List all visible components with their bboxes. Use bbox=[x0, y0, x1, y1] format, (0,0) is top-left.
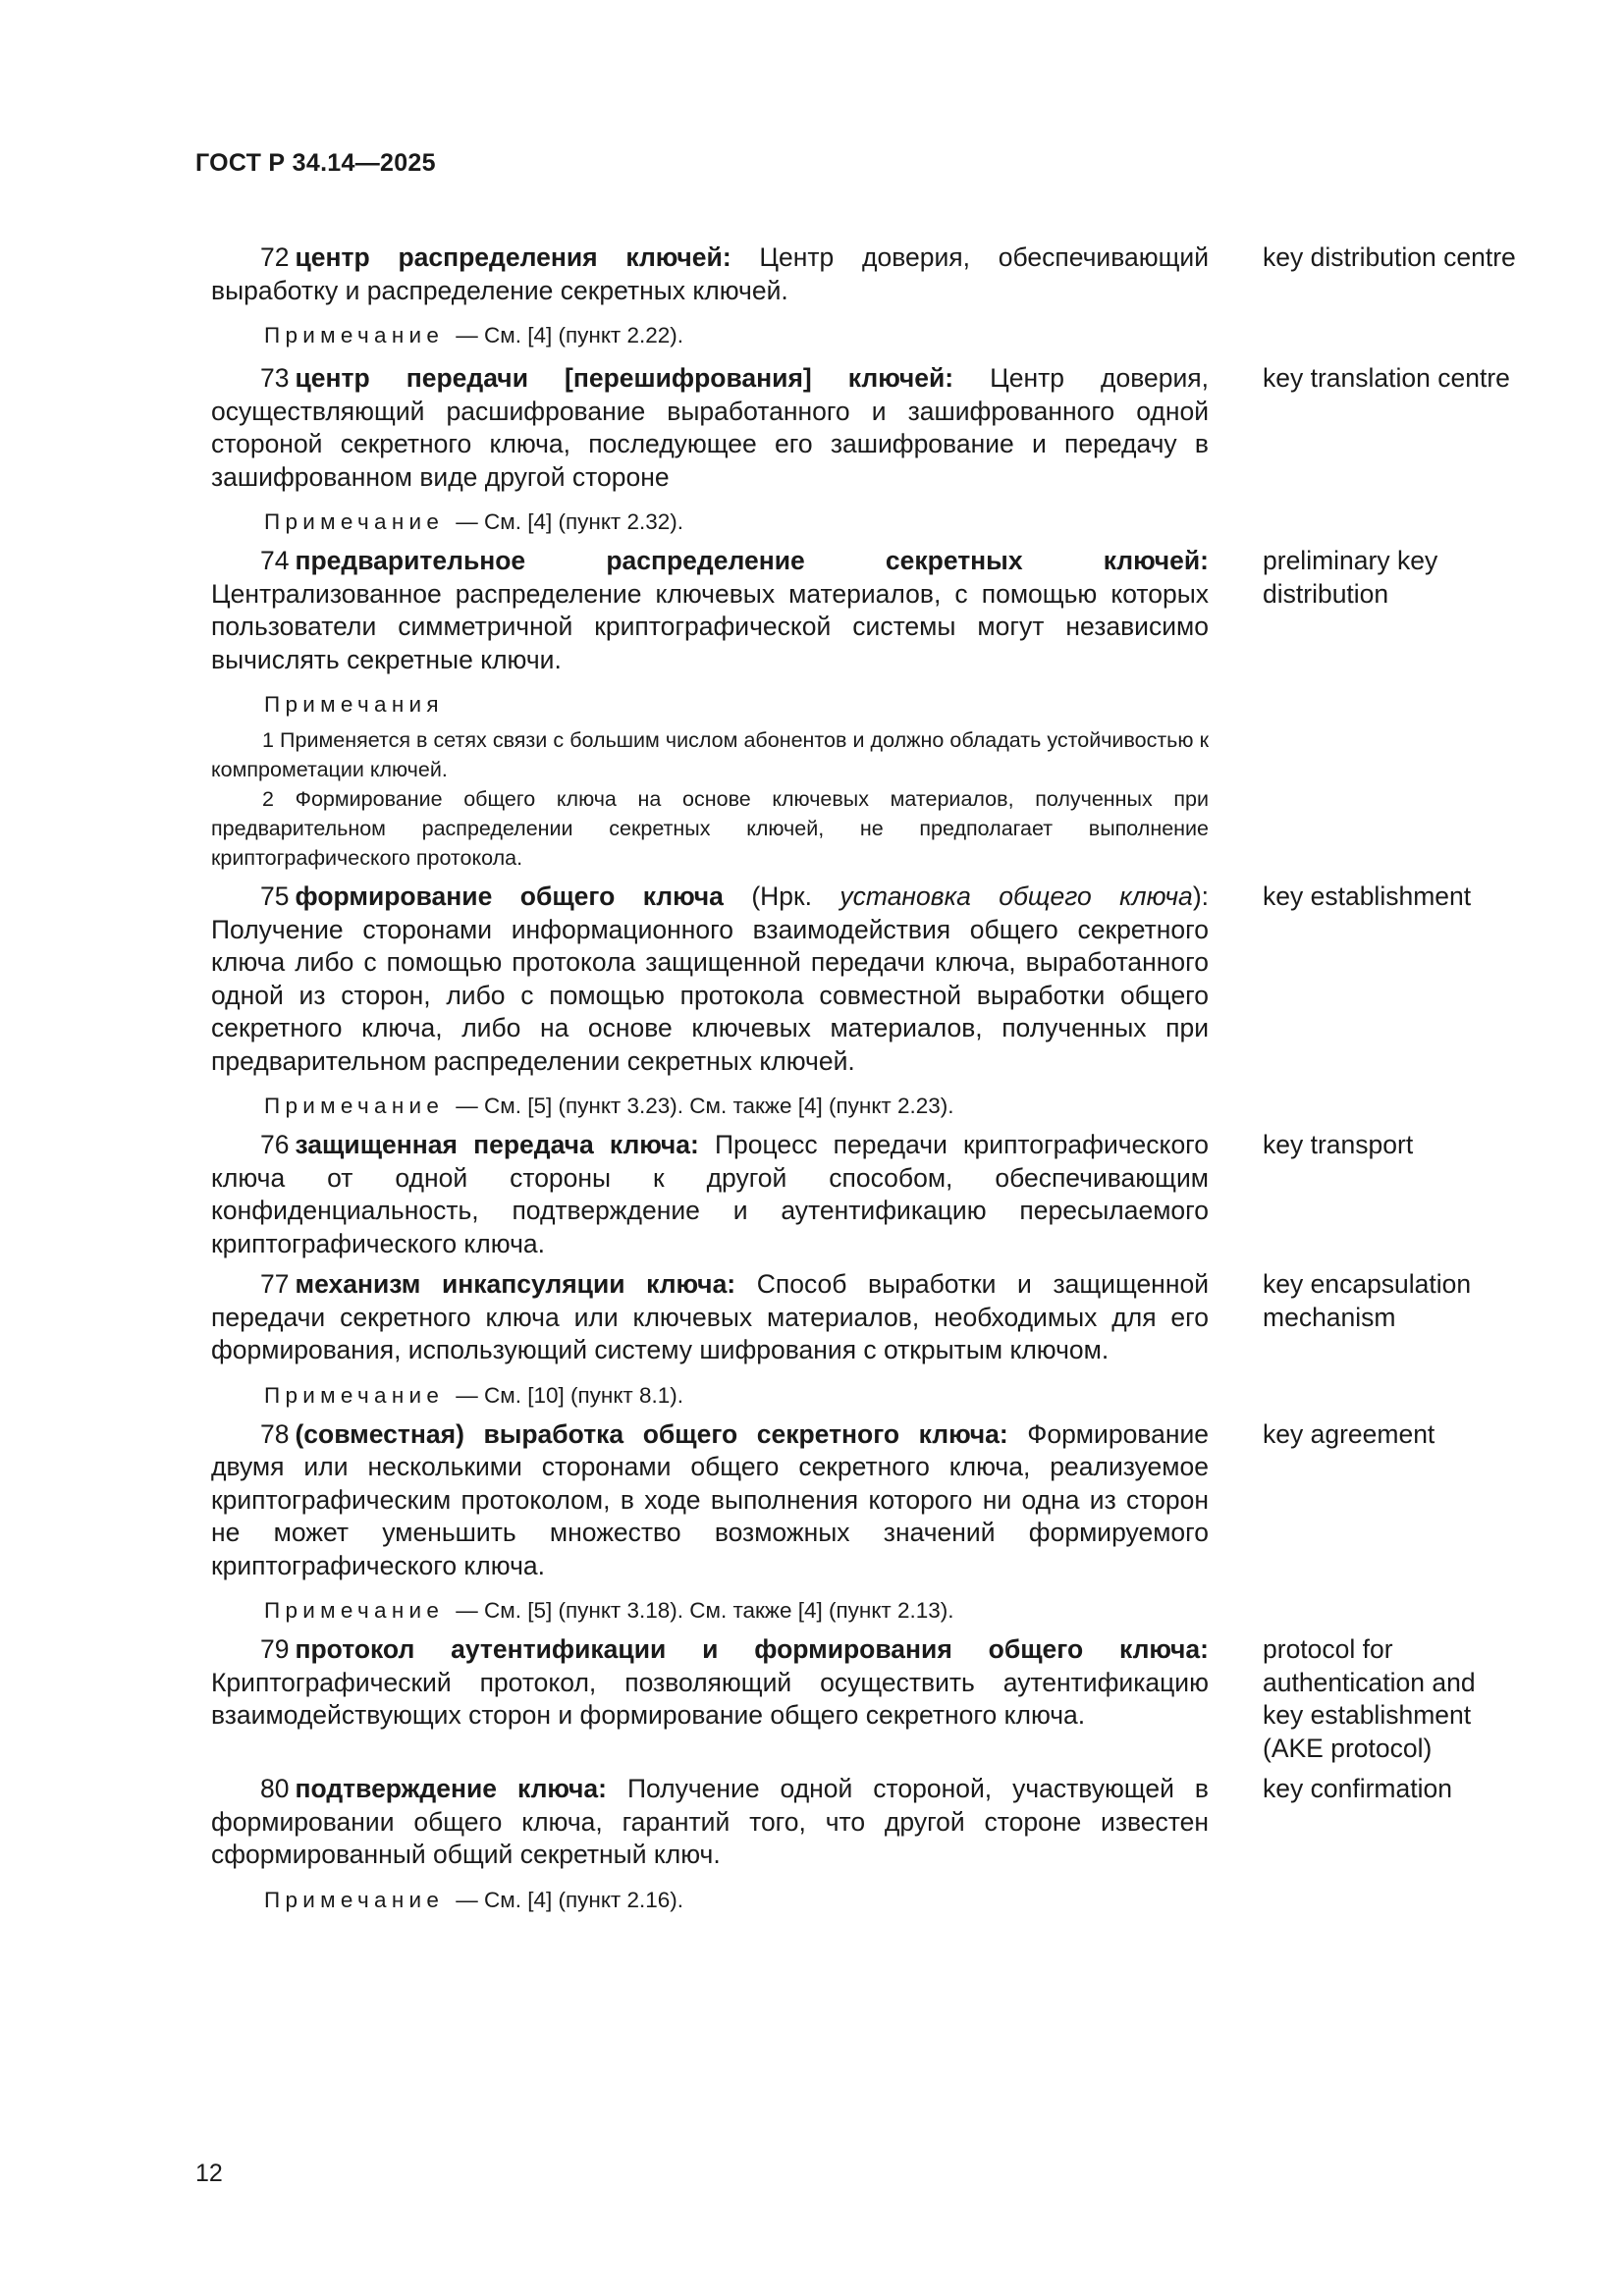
definition-text: Процесс передачи криптографического ключа от одной стороны к другой способом, обеспечивающим конфиденциальность, подтверждение и аутентификацию пересылаемого криптографического ключа. bbox=[211, 1130, 1209, 1258]
term-note bbox=[264, 1886, 1209, 1915]
term-english-equivalent: key encapsulation mechanism bbox=[1263, 1269, 1472, 1332]
term-number: 78 bbox=[260, 1418, 290, 1449]
term-entry-73 bbox=[211, 362, 1517, 537]
definition-paragraph bbox=[211, 545, 1209, 676]
definition-text: Получение одной стороной, участвующей в формировании общего ключа, гарантий того, что другой стороне известен сформированный общий секретный ключ. bbox=[211, 1774, 1209, 1869]
term-note bbox=[264, 1596, 1209, 1626]
term-number: 72 bbox=[260, 242, 290, 272]
note-label: Примечание bbox=[264, 509, 445, 534]
note-text: — См. [10] (пункт 8.1). bbox=[456, 1382, 684, 1408]
term-notes bbox=[211, 690, 1209, 873]
page-number: 12 bbox=[195, 2160, 223, 2187]
term-english-equivalent: key distribution centre bbox=[1263, 242, 1516, 272]
term-number: 73 bbox=[260, 363, 290, 393]
term-entry-75 bbox=[211, 881, 1517, 1121]
term-english-equivalent: key establishment bbox=[1263, 881, 1472, 911]
definition-paragraph bbox=[211, 881, 1209, 1078]
definition-text-continued: ): Получение сторонами информационного взаимодействия общего секретного ключа либо с помощью протокола защищенной передачи ключа, выработанного одной из сторон, либо с помощью протокола совместной выработки общего секретного ключа, либо на основе ключевых материалов, полученных при предварительном распределении секретных ключей. bbox=[211, 881, 1209, 1076]
definition-paragraph bbox=[211, 362, 1209, 494]
term-entry-78 bbox=[211, 1418, 1517, 1627]
note-text: — См. [4] (пункт 2.16). bbox=[456, 1887, 684, 1912]
terms-list bbox=[211, 241, 1517, 1923]
definition-text: (Нрк. bbox=[723, 881, 840, 911]
note-item-2: 2 Формирование общего ключа на основе ключевых материалов, полученных при предварительном распределении секретных ключей, не предполагает выполнение криптографического протокола. bbox=[211, 787, 1209, 870]
term-note bbox=[264, 507, 1209, 537]
term-entry-79 bbox=[211, 1633, 1517, 1765]
term-number: 75 bbox=[260, 881, 290, 911]
term-name: предварительное распределение секретных ключей: bbox=[295, 546, 1209, 575]
term-definition-ru bbox=[211, 545, 1209, 873]
note-label: Примечание bbox=[264, 1887, 445, 1912]
definition-paragraph bbox=[211, 1129, 1209, 1260]
term-entry-74 bbox=[211, 545, 1517, 873]
term-english-equivalent: key confirmation bbox=[1263, 1774, 1452, 1803]
term-definition-ru bbox=[211, 1129, 1209, 1260]
term-note bbox=[264, 1092, 1209, 1121]
term-definition-ru bbox=[211, 1633, 1209, 1733]
term-entry-76 bbox=[211, 1129, 1517, 1260]
term-english-equivalent: protocol for authentication and key establishment (AKE protocol) bbox=[1263, 1634, 1476, 1763]
term-english-equivalent: key transport bbox=[1263, 1130, 1414, 1159]
document-header: ГОСТ Р 34.14—2025 bbox=[195, 149, 436, 177]
deprecated-term: установка общего ключа bbox=[839, 881, 1193, 911]
definition-paragraph bbox=[211, 1268, 1209, 1367]
term-name: защищенная передача ключа: bbox=[295, 1130, 699, 1159]
term-note bbox=[264, 1381, 1209, 1411]
term-name: (совместная) выработка общего секретного ключа: bbox=[295, 1418, 1008, 1449]
note-text: — См. [5] (пункт 3.18). См. также [4] (пункт 2.13). bbox=[456, 1598, 954, 1623]
notes-heading: Примечания bbox=[264, 692, 444, 717]
definition-paragraph bbox=[211, 241, 1209, 307]
term-name: центр распределения ключей: bbox=[295, 242, 731, 272]
term-english-equivalent: key agreement bbox=[1263, 1418, 1435, 1449]
definition-paragraph bbox=[211, 1773, 1209, 1872]
note-text: — См. [5] (пункт 3.23). См. также [4] (пункт 2.23). bbox=[456, 1094, 954, 1118]
definition-text: Централизованное распределение ключевых материалов, с помощью которых пользователи симметричной криптографической системы могут независимо вычислять секретные ключи. bbox=[211, 578, 1209, 674]
term-definition-ru bbox=[211, 881, 1209, 1121]
definition-paragraph bbox=[211, 1633, 1209, 1733]
term-name: протокол аутентификации и формирования общего ключа: bbox=[295, 1634, 1209, 1664]
note-label: Примечание bbox=[264, 1094, 445, 1118]
definition-text: Способ выработки и защищенной передачи секретного ключа или ключевых материалов, необходимых для его формирования, использующий систему шифрования с открытым ключом. bbox=[211, 1269, 1209, 1364]
definition-paragraph bbox=[211, 1418, 1209, 1583]
term-number: 76 bbox=[260, 1130, 290, 1159]
term-name: подтверждение ключа: bbox=[295, 1774, 607, 1803]
definition-text: Центр доверия, осуществляющий расшифрование выработанного и зашифрованного одной стороной секретного ключа, последующее его зашифрование и передачу в зашифрованном виде другой стороне bbox=[211, 363, 1209, 492]
term-definition-ru bbox=[211, 241, 1209, 350]
term-definition-ru bbox=[211, 1418, 1209, 1627]
term-definition-ru bbox=[211, 362, 1209, 537]
term-number: 80 bbox=[260, 1774, 290, 1803]
note-text: — См. [4] (пункт 2.22). bbox=[456, 323, 684, 347]
term-note bbox=[264, 321, 1209, 350]
term-english-equivalent: preliminary key distribution bbox=[1263, 546, 1438, 609]
term-entry-72 bbox=[211, 241, 1517, 350]
term-name: формирование общего ключа bbox=[295, 881, 724, 911]
term-name: центр передачи [перешифрования] ключей: bbox=[295, 363, 954, 393]
term-english-equivalent: key translation centre bbox=[1263, 363, 1510, 393]
term-number: 79 bbox=[260, 1634, 290, 1664]
term-definition-ru bbox=[211, 1268, 1209, 1411]
note-label: Примечание bbox=[264, 1598, 445, 1623]
definition-text: Формирование двумя или несколькими сторонами общего секретного ключа, реализуемое криптографическим протоколом, в ходе выполнения которого ни одна из сторон не может уменьшить множество возможных значений формируемого криптографического ключа. bbox=[211, 1418, 1210, 1580]
term-definition-ru bbox=[211, 1773, 1209, 1915]
definition-text: Криптографический протокол, позволяющий осуществить аутентификацию взаимодействующих сторон и формирование общего секретного ключа. bbox=[211, 1667, 1209, 1730]
term-name: механизм инкапсуляции ключа: bbox=[295, 1269, 736, 1299]
term-entry-80 bbox=[211, 1773, 1517, 1915]
term-entry-77 bbox=[211, 1268, 1517, 1411]
term-number: 77 bbox=[260, 1269, 290, 1299]
note-text: — См. [4] (пункт 2.32). bbox=[456, 509, 684, 534]
definition-text: Центр доверия, обеспечивающий выработку и распределение секретных ключей. bbox=[211, 242, 1209, 305]
note-item-1: 1 Применяется в сетях связи с большим числом абонентов и должно обладать устойчивостью к компрометации ключей. bbox=[211, 728, 1209, 781]
note-label: Примечание bbox=[264, 323, 445, 347]
note-label: Примечание bbox=[264, 1382, 445, 1408]
term-number: 74 bbox=[260, 546, 290, 575]
